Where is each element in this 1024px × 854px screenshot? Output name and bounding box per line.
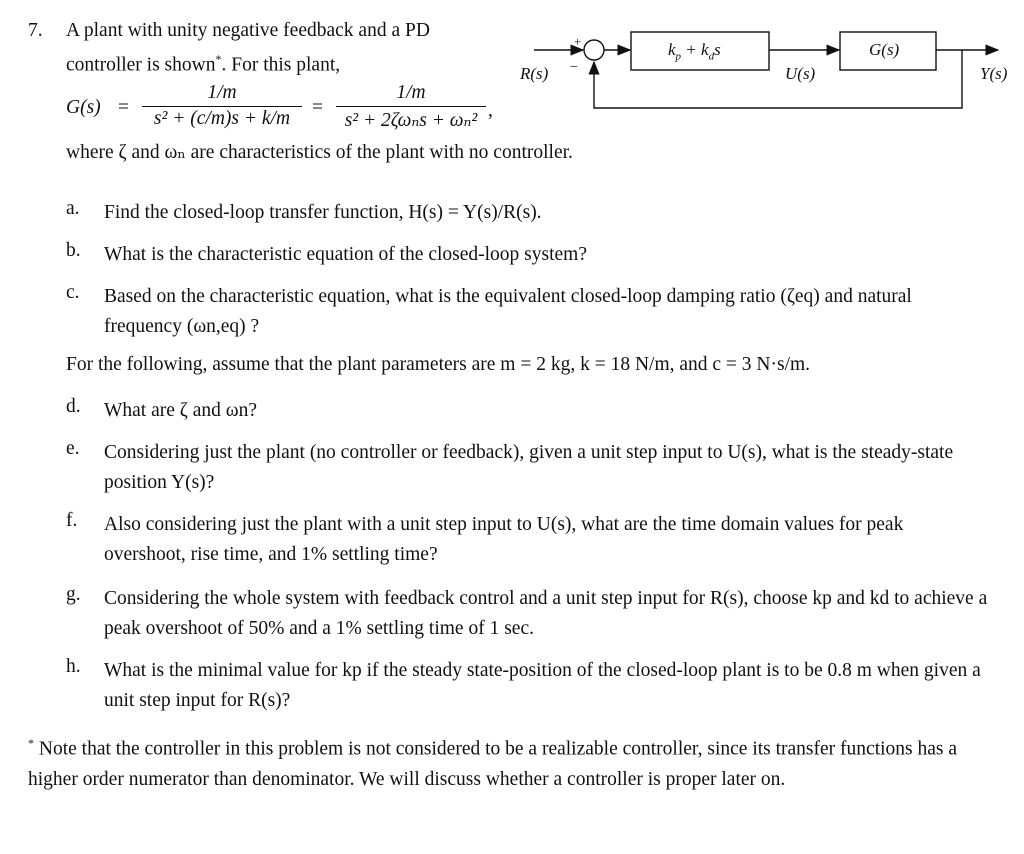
item-letter-c: c. [66,282,80,303]
fraction-1-numerator: 1/m [207,82,237,103]
where-line: where ζ and ωₙ are characteristics of the plant with no controller. [66,142,573,163]
fraction-1-denominator: s² + (c/m)s + k/m [153,108,291,129]
summing-junction [584,40,604,60]
controller-kp-sub: p [675,50,682,63]
item-text-c: Based on the characteristic equation, what is the equivalent closed-loop damping ratio (ζeq) and natural frequency (ωn,eq) ? [104,286,912,337]
item-letter-e: e. [66,438,80,459]
g-lhs: G(s) [66,97,101,118]
item-text-a: Find the closed-loop transfer function, H(s) = Y(s)/R(s). [104,202,542,223]
parameters-line: For the following, assume that the plant parameters are m = 2 kg, k = 18 N/m, and c = 3 N·s/m. [66,354,811,375]
item-letter-a: a. [66,198,80,219]
input-label: R(s) [520,64,549,83]
item-letter-f: f. [66,510,78,531]
item-text-b: What is the characteristic equation of the closed-loop system? [104,244,587,265]
item-text-d: What are ζ and ωn? [104,400,258,421]
controller-kd-sub: d [708,50,715,63]
plus-sign: + [574,34,582,49]
footnote-star: * [28,736,34,750]
controller-kp: k [668,40,676,59]
footnote [28,728,988,795]
item-text-g: Considering the whole system with feedback control and a unit step input for R(s), choose kp and kd to achieve a peak overshoot of 50% and a 1% settling time of 1 sec. [104,588,988,639]
item-letter-h: h. [66,656,81,677]
intro-line-1: A plant with unity negative feedback and a PD [66,20,430,41]
item-letter-b: b. [66,240,81,261]
footnote-marker: * [215,52,222,66]
problem-number: 7. [28,20,43,41]
item-text-e: Considering just the plant (no controller or feedback), given a unit step input to U(s), what is the steady-state position Y(s)? [104,442,954,493]
footnote-text: Note that the controller in this problem is not considered to be a realizable controller, since its transfer functions has a higher order numerator than denominator. We will discuss whether a controller is proper later on. [28,738,958,790]
fraction-2-denominator: s² + 2ζωₙs + ωₙ² [344,110,478,131]
equals-sign-2: = [312,97,323,118]
item-text-h: What is the minimal value for kp if the steady state-position of the closed-loop plant is to be 0.8 m when given a unit step input for R(s)? [104,660,981,711]
fraction-2-comma: , [488,100,493,121]
minus-sign: − [570,60,578,75]
fraction-2-numerator: 1/m [396,82,426,103]
block-diagram [0,0,1024,160]
intro-line-2b: . For this plant, [221,54,341,76]
item-text-f: Also considering just the plant with a unit step input to U(s), what are the time domain values for peak overshoot, rise time, and 1% settling time? [104,514,904,565]
item-letter-g: g. [66,584,81,605]
intro-line-2a: controller is shown [66,54,216,76]
plant-label: G(s) [869,40,900,59]
equals-sign-1: = [118,97,129,118]
output-label: Y(s) [980,64,1008,83]
item-letter-d: d. [66,396,81,417]
controller-label [668,40,721,62]
control-signal-label: U(s) [785,64,816,83]
controller-plus: + k [681,40,709,59]
controller-s: s [714,40,721,59]
